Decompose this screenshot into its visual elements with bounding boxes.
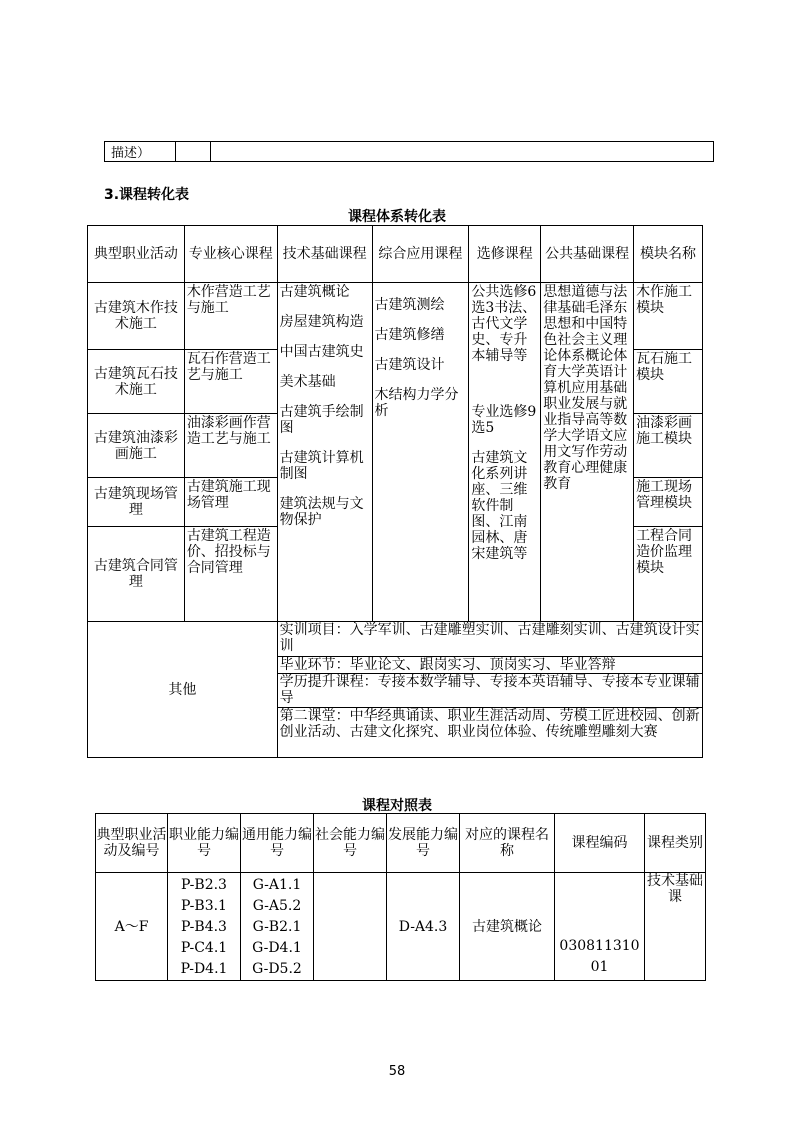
header-cell: 选修课程: [469, 226, 541, 283]
header-cell: 模块名称: [634, 226, 703, 283]
header-cell: 社会能力编号: [314, 814, 387, 873]
module-cell: 油漆彩画施工模块: [634, 414, 703, 478]
public-basic-cell: 思想道德与法律基础毛泽东思想和中国特色社会主义理论体系概论体育大学英语计算机应用基础职业发展与就业指导高等数学大学语文应用文写作劳动教育心理健康教育: [541, 283, 634, 622]
activity-cell: 古建筑油漆彩画施工: [88, 414, 185, 478]
module-cell: 瓦石施工模块: [634, 350, 703, 414]
course-item: 公共选修6选3书法、古代文学史、专升本辅导等: [471, 284, 537, 364]
header-cell: 职业能力编号: [168, 814, 241, 873]
header-cell: 课程编码: [555, 814, 645, 873]
professional-ability-cell: [168, 873, 241, 981]
table2-header-row: [96, 814, 706, 873]
module-cell: 木作施工模块: [634, 283, 703, 350]
course-code-cell: 03081131001: [555, 873, 645, 981]
comprehensive-cell: [372, 283, 469, 622]
course-item: 木结构力学分析: [374, 387, 459, 419]
header-cell: 公共基础课程: [541, 226, 634, 283]
course-item: 房屋建筑构造: [279, 314, 364, 330]
ability-code: P-B3.1: [181, 898, 227, 914]
ability-code: G-D4.1: [252, 940, 302, 956]
other-item-cell: 实训项目：入学军训、古建雕塑实训、古建雕刻实训、古建筑设计实训: [277, 622, 702, 657]
other-item-cell: 学历提升课程：专接本数学辅导、专接本英语辅导、专接本专业课辅导: [277, 674, 702, 708]
course-item: 古建筑设计: [374, 357, 445, 373]
core-course-cell: 木作营造工艺与施工: [184, 283, 277, 350]
course-item: 美术基础: [279, 374, 336, 390]
course-comparison-table: [95, 813, 706, 981]
course-item: 古建筑概论: [279, 284, 350, 300]
section-heading: 3.课程转化表: [104, 187, 190, 203]
table1-title: 课程体系转化表: [348, 209, 446, 225]
ability-code: G-D5.2: [252, 961, 302, 977]
social-ability-cell: [314, 873, 387, 981]
header-cell: 技术基础课程: [277, 226, 372, 283]
page-number: 58: [388, 1064, 406, 1079]
course-item: 古建筑计算机制图: [279, 450, 364, 482]
course-item: 中国古建筑史: [279, 344, 364, 360]
header-cell: 发展能力编号: [387, 814, 460, 873]
activity-cell: 古建筑现场管理: [88, 478, 185, 527]
activity-code-cell: A～F: [96, 873, 168, 981]
elective-cell: [469, 283, 541, 622]
header-cell: 通用能力编号: [241, 814, 314, 873]
top-partial-table: [104, 141, 714, 162]
empty-cell: [176, 142, 211, 162]
core-course-cell: 古建筑工程造价、招投标与合同管理: [184, 527, 277, 622]
description-label-cell: 描述）: [105, 142, 176, 162]
ability-code: P-B2.3: [181, 877, 227, 893]
activity-cell: 古建筑瓦石技术施工: [88, 350, 185, 414]
tech-basic-cell: [277, 283, 372, 622]
course-item: 建筑法规与文物保护: [279, 496, 364, 528]
core-course-cell: 古建筑施工现场管理: [184, 478, 277, 527]
course-name-cell: 古建筑概论: [460, 873, 555, 981]
table-row: [96, 873, 706, 981]
core-course-cell: 瓦石作营造工艺与施工: [184, 350, 277, 414]
header-cell: 对应的课程名称: [460, 814, 555, 873]
core-course-cell: 油漆彩画作营造工艺与施工: [184, 414, 277, 478]
ability-code: G-A5.2: [252, 898, 302, 914]
table2-title: 课程对照表: [362, 798, 432, 814]
ability-code: G-A1.1: [252, 877, 302, 893]
ability-code: P-D4.1: [180, 961, 228, 977]
other-row: [88, 622, 703, 657]
course-category-cell: 技术基础课: [645, 873, 706, 981]
ability-code: P-B4.3: [181, 919, 227, 935]
header-cell: 典型职业活动: [88, 226, 185, 283]
other-item-cell: 毕业环节：毕业论文、跟岗实习、顶岗实习、毕业答辩: [277, 657, 702, 674]
other-label-cell: 其他: [88, 622, 278, 758]
course-item: 古建筑手绘制图: [279, 404, 364, 436]
course-item: 专业选修9选5: [471, 404, 537, 436]
activity-cell: 古建筑木作技术施工: [88, 283, 185, 350]
ability-code: P-C4.1: [180, 940, 228, 956]
ability-code: G-B2.1: [252, 919, 302, 935]
header-cell: 专业核心课程: [184, 226, 277, 283]
header-cell: 课程类别: [645, 814, 706, 873]
activity-cell: 古建筑合同管理: [88, 527, 185, 622]
course-system-table: [87, 225, 703, 758]
table-row: [88, 283, 703, 350]
course-item: 古建筑文化系列讲座、三维软件制图、江南园林、唐宋建筑等: [471, 450, 528, 562]
other-item-cell: 第二课堂：中华经典诵读、职业生涯活动周、劳模工匠进校园、创新创业活动、古建文化探究、职业岗位体验、传统雕塑雕刻大赛: [277, 708, 702, 758]
development-ability-cell: D-A4.3: [387, 873, 460, 981]
empty-cell: [211, 142, 714, 162]
header-cell: 综合应用课程: [372, 226, 469, 283]
module-cell: 施工现场管理模块: [634, 478, 703, 527]
table1-header-row: [88, 226, 703, 283]
header-cell: 典型职业活动及编号: [96, 814, 168, 873]
course-item: 古建筑修缮: [374, 327, 445, 343]
general-ability-cell: [241, 873, 314, 981]
course-item: 古建筑测绘: [374, 297, 445, 313]
module-cell: 工程合同造价监理模块: [634, 527, 703, 622]
